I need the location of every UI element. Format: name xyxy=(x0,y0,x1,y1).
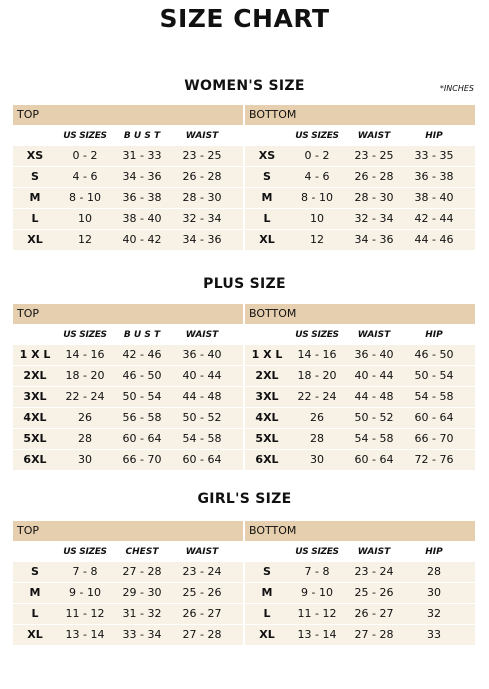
table-label: TOP xyxy=(13,304,243,324)
table-cell: 8 - 10 xyxy=(69,191,101,204)
size-label: 6XL xyxy=(255,453,279,466)
column-header: B U S T xyxy=(123,330,161,340)
table-cell: 9 - 10 xyxy=(69,586,101,599)
table-cell: 34 - 36 xyxy=(122,170,162,183)
table-cell: 31 - 32 xyxy=(122,607,162,620)
table-cell: 50 - 52 xyxy=(354,411,394,424)
table-header-row xyxy=(13,543,243,561)
table-cell: 26 - 27 xyxy=(354,607,394,620)
table-cell: 33 xyxy=(427,628,441,641)
column-header: HIP xyxy=(425,131,443,141)
table-cell: 42 - 46 xyxy=(122,348,162,361)
table-header-row xyxy=(13,127,243,145)
table-cell: 26 - 28 xyxy=(182,170,222,183)
table-cell: 28 xyxy=(78,432,92,445)
table-cell: 44 - 48 xyxy=(182,390,222,403)
size-label: M xyxy=(29,586,41,599)
table-row xyxy=(245,366,475,386)
size-label: L xyxy=(263,607,271,620)
table-cell: 36 - 40 xyxy=(354,348,394,361)
size-label: 4XL xyxy=(255,411,279,424)
table-label: TOP xyxy=(13,105,243,125)
size-label: XL xyxy=(259,628,275,641)
table-label: BOTTOM xyxy=(245,304,475,324)
size-label: 3XL xyxy=(23,390,47,403)
table-cell: 66 - 70 xyxy=(414,432,454,445)
table-header-row xyxy=(245,543,475,561)
table-cell: 7 - 8 xyxy=(304,565,330,578)
table-cell: 38 - 40 xyxy=(122,212,162,225)
table-cell: 26 xyxy=(310,411,324,424)
size-label: 2XL xyxy=(23,369,47,382)
table-cell: 33 - 35 xyxy=(414,149,454,162)
table-cell: 50 - 54 xyxy=(122,390,162,403)
table-cell: 0 - 2 xyxy=(304,149,330,162)
table-row xyxy=(245,429,475,449)
column-header: WAIST xyxy=(357,131,391,141)
table-cell: 22 - 24 xyxy=(297,390,337,403)
size-label: 4XL xyxy=(23,411,47,424)
table-cell: 26 xyxy=(78,411,92,424)
table-cell: 30 xyxy=(78,453,92,466)
table-cell: 60 - 64 xyxy=(122,432,162,445)
table-cell: 14 - 16 xyxy=(65,348,105,361)
table-cell: 54 - 58 xyxy=(354,432,394,445)
size-label: XL xyxy=(27,233,43,246)
table-row xyxy=(13,408,243,428)
table-cell: 14 - 16 xyxy=(297,348,337,361)
size-label: S xyxy=(263,170,271,183)
table-cell: 8 - 10 xyxy=(301,191,333,204)
table-row xyxy=(13,450,243,470)
column-header: HIP xyxy=(425,547,443,557)
plus-size-top-table xyxy=(13,304,243,470)
table-cell: 23 - 24 xyxy=(182,565,222,578)
table-cell: 42 - 44 xyxy=(414,212,454,225)
size-label: L xyxy=(31,212,39,225)
column-header xyxy=(13,326,57,344)
table-cell: 22 - 24 xyxy=(65,390,105,403)
page-title: SIZE CHART xyxy=(159,4,330,33)
table-row xyxy=(245,188,475,208)
table-cell: 32 xyxy=(427,607,441,620)
table-cell: 32 - 34 xyxy=(354,212,394,225)
section-title-women-s-size: WOMEN'S SIZE xyxy=(184,78,305,94)
column-header: US SIZES xyxy=(63,131,107,141)
table-row xyxy=(245,209,475,229)
size-label: 1 X L xyxy=(251,348,283,361)
size-label: XL xyxy=(259,233,275,246)
table-cell: 60 - 64 xyxy=(354,453,394,466)
table-cell: 23 - 24 xyxy=(354,565,394,578)
women-s-size-bottom-table xyxy=(245,105,475,250)
size-label: 2XL xyxy=(255,369,279,382)
table-cell: 36 - 38 xyxy=(122,191,162,204)
table-row xyxy=(245,167,475,187)
size-label: 1 X L xyxy=(19,348,51,361)
table-header-row xyxy=(13,326,243,344)
column-header: HIP xyxy=(425,330,443,340)
table-row xyxy=(245,450,475,470)
table-cell: 23 - 25 xyxy=(354,149,394,162)
table-row xyxy=(245,230,475,250)
table-cell: 40 - 42 xyxy=(122,233,162,246)
table-cell: 46 - 50 xyxy=(414,348,454,361)
table-cell: 11 - 12 xyxy=(297,607,337,620)
column-header: CHEST xyxy=(125,547,159,557)
table-row xyxy=(13,345,243,365)
table-row xyxy=(13,209,243,229)
table-cell: 11 - 12 xyxy=(65,607,105,620)
table-label: BOTTOM xyxy=(245,105,475,125)
table-row xyxy=(245,604,475,624)
table-cell: 72 - 76 xyxy=(414,453,454,466)
table-row xyxy=(245,583,475,603)
column-header: US SIZES xyxy=(63,330,107,340)
table-cell: 46 - 50 xyxy=(122,369,162,382)
table-cell: 7 - 8 xyxy=(72,565,98,578)
section-title-girl-s-size: GIRL'S SIZE xyxy=(197,491,292,507)
table-cell: 12 xyxy=(310,233,324,246)
table-cell: 36 - 38 xyxy=(414,170,454,183)
table-cell: 25 - 26 xyxy=(182,586,222,599)
table-header-row xyxy=(245,127,475,145)
table-cell: 4 - 6 xyxy=(304,170,330,183)
table-cell: 10 xyxy=(310,212,324,225)
table-row xyxy=(245,146,475,166)
table-cell: 40 - 44 xyxy=(354,369,394,382)
size-label: 5XL xyxy=(23,432,47,445)
section-title-plus-size: PLUS SIZE xyxy=(203,276,286,292)
table-cell: 34 - 36 xyxy=(182,233,222,246)
table-cell: 25 - 26 xyxy=(354,586,394,599)
column-header: WAIST xyxy=(185,131,219,141)
table-cell: 44 - 46 xyxy=(414,233,454,246)
column-header xyxy=(13,543,57,561)
table-cell: 27 - 28 xyxy=(354,628,394,641)
table-cell: 54 - 58 xyxy=(414,390,454,403)
table-cell: 29 - 30 xyxy=(122,586,162,599)
size-label: M xyxy=(261,586,273,599)
column-header: US SIZES xyxy=(295,131,339,141)
table-row xyxy=(245,625,475,645)
table-cell: 60 - 64 xyxy=(414,411,454,424)
table-cell: 28 xyxy=(427,565,441,578)
plus-size-bottom-table xyxy=(245,304,475,470)
table-row xyxy=(245,562,475,582)
table-cell: 13 - 14 xyxy=(65,628,105,641)
table-row xyxy=(13,562,243,582)
table-row xyxy=(13,167,243,187)
column-header xyxy=(13,127,57,145)
size-label: XL xyxy=(27,628,43,641)
table-row xyxy=(13,429,243,449)
table-row xyxy=(13,604,243,624)
women-s-size-top-table xyxy=(13,105,243,250)
table-row xyxy=(245,345,475,365)
column-header xyxy=(245,543,289,561)
size-label: 6XL xyxy=(23,453,47,466)
table-cell: 27 - 28 xyxy=(122,565,162,578)
table-cell: 26 - 27 xyxy=(182,607,222,620)
units-note: *INCHES xyxy=(439,84,474,93)
column-header: WAIST xyxy=(185,547,219,557)
girl-s-size-top-table xyxy=(13,521,243,645)
table-cell: 18 - 20 xyxy=(297,369,337,382)
size-label: XS xyxy=(26,149,44,162)
table-label: TOP xyxy=(13,521,243,541)
table-label: BOTTOM xyxy=(245,521,475,541)
table-cell: 28 - 30 xyxy=(182,191,222,204)
table-cell: 56 - 58 xyxy=(122,411,162,424)
size-label: S xyxy=(263,565,271,578)
column-header: WAIST xyxy=(185,330,219,340)
table-cell: 10 xyxy=(78,212,92,225)
table-cell: 66 - 70 xyxy=(122,453,162,466)
table-header-row xyxy=(245,326,475,344)
table-cell: 28 - 30 xyxy=(354,191,394,204)
table-cell: 38 - 40 xyxy=(414,191,454,204)
table-row xyxy=(13,625,243,645)
table-cell: 4 - 6 xyxy=(72,170,98,183)
table-cell: 54 - 58 xyxy=(182,432,222,445)
table-cell: 0 - 2 xyxy=(72,149,98,162)
table-row xyxy=(245,387,475,407)
table-cell: 36 - 40 xyxy=(182,348,222,361)
table-cell: 60 - 64 xyxy=(182,453,222,466)
column-header: US SIZES xyxy=(295,547,339,557)
table-cell: 18 - 20 xyxy=(65,369,105,382)
girl-s-size-bottom-table xyxy=(245,521,475,645)
size-label: L xyxy=(31,607,39,620)
table-cell: 33 - 34 xyxy=(122,628,162,641)
table-cell: 50 - 54 xyxy=(414,369,454,382)
size-label: M xyxy=(29,191,41,204)
table-row xyxy=(245,408,475,428)
column-header: B U S T xyxy=(123,131,161,141)
table-row xyxy=(13,230,243,250)
size-label: M xyxy=(261,191,273,204)
size-label: S xyxy=(31,565,39,578)
size-label: 5XL xyxy=(255,432,279,445)
table-row xyxy=(13,188,243,208)
column-header: US SIZES xyxy=(63,547,107,557)
column-header: US SIZES xyxy=(295,330,339,340)
table-row xyxy=(13,366,243,386)
table-cell: 32 - 34 xyxy=(182,212,222,225)
table-row xyxy=(13,146,243,166)
size-label: L xyxy=(263,212,271,225)
table-cell: 40 - 44 xyxy=(182,369,222,382)
table-cell: 9 - 10 xyxy=(301,586,333,599)
column-header: WAIST xyxy=(357,547,391,557)
column-header: WAIST xyxy=(357,330,391,340)
table-cell: 30 xyxy=(310,453,324,466)
column-header xyxy=(245,326,289,344)
table-cell: 23 - 25 xyxy=(182,149,222,162)
table-cell: 31 - 33 xyxy=(122,149,162,162)
size-label: XS xyxy=(258,149,276,162)
size-label: 3XL xyxy=(255,390,279,403)
table-cell: 27 - 28 xyxy=(182,628,222,641)
table-row xyxy=(13,387,243,407)
table-cell: 12 xyxy=(78,233,92,246)
table-cell: 13 - 14 xyxy=(297,628,337,641)
table-cell: 50 - 52 xyxy=(182,411,222,424)
table-cell: 26 - 28 xyxy=(354,170,394,183)
size-label: S xyxy=(31,170,39,183)
table-row xyxy=(13,583,243,603)
table-cell: 30 xyxy=(427,586,441,599)
table-cell: 44 - 48 xyxy=(354,390,394,403)
table-cell: 34 - 36 xyxy=(354,233,394,246)
table-cell: 28 xyxy=(310,432,324,445)
column-header xyxy=(245,127,289,145)
